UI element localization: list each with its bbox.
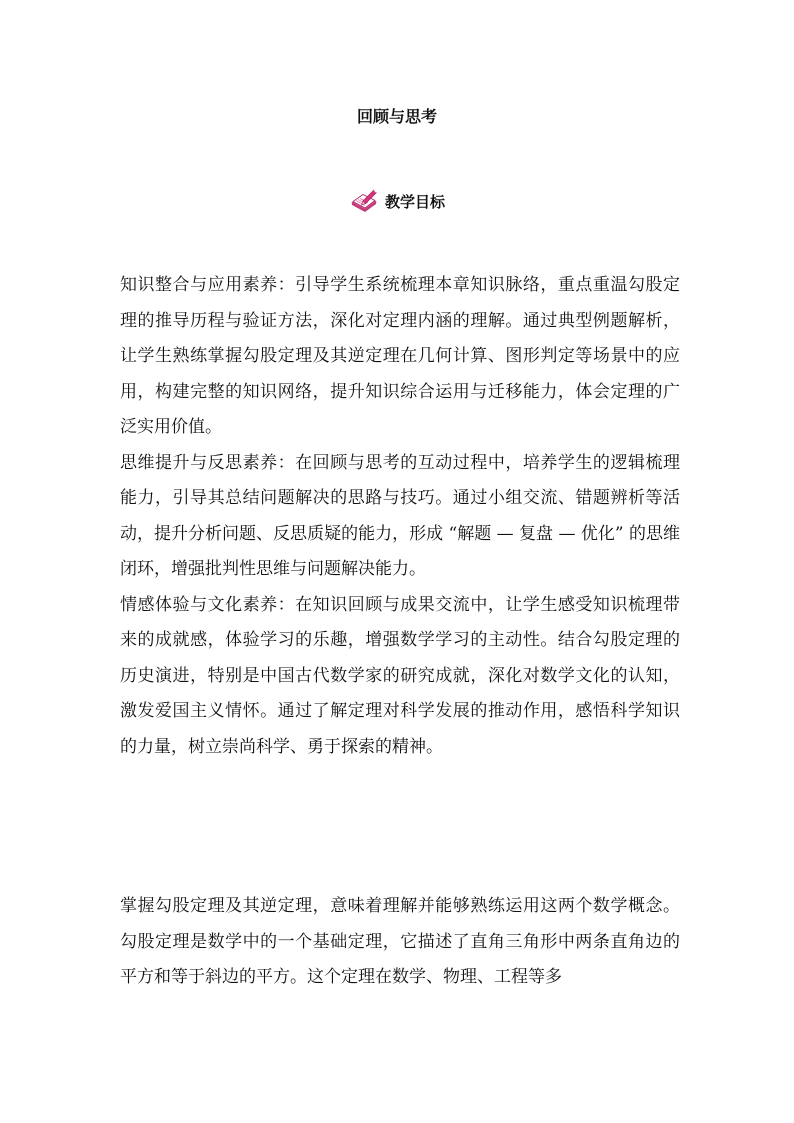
book-with-pen-icon bbox=[349, 188, 379, 216]
section-heading-label: 教学目标 bbox=[384, 193, 445, 211]
intro-paragraph: 掌握勾股定理及其逆定理，意味着理解并能够熟练运用这两个数学概念。勾股定理是数学中的一个基础定理，它描述了直角三角形中两条直角边的平方和等于斜边的平方。这个定理在数学、物理、工程等多 bbox=[120, 896, 680, 987]
page-title: 回顾与思考 bbox=[356, 107, 437, 126]
goal-knowledge: 知识整合与应用素养：引导学生系统梳理本章知识脉络，重点重温勾股定理的推导历程与验证方法，深化对定理内涵的理解。通过典型例题解析，让学生熟练掌握勾股定理及其逆定理在几何计算、图形判定等场景中的应用，构建完整的知识网络，提升知识综合运用与迁移能力，体会定理的广泛实用价值。 bbox=[120, 275, 680, 437]
goal-emotion: 情感体验与文化素养：在知识回顾与成果交流中，让学生感受知识梳理带来的成就感，体验学习的乐趣，增强数学学习的主动性。结合勾股定理的历史演进，特别是中国古代数学家的研究成就，深化对数学文化的认知，激发爱国主义情怀。通过了解定理对科学发展的推动作用，感悟科学知识的力量，树立崇尚科学、勇于探索的精神。 bbox=[120, 594, 680, 757]
section-heading bbox=[0, 188, 794, 216]
teaching-goals bbox=[120, 268, 680, 765]
goal-thinking: 思维提升与反思素养：在回顾与思考的互动过程中，培养学生的逻辑梳理能力，引导其总结问题解决的思路与技巧。通过小组交流、错题辨析等活动，提升分析问题、反思质疑的能力，形成 “解题 — 复盘 — 优化” 的思维闭环，增强批判性思维与问题解决能力。 bbox=[120, 452, 680, 579]
